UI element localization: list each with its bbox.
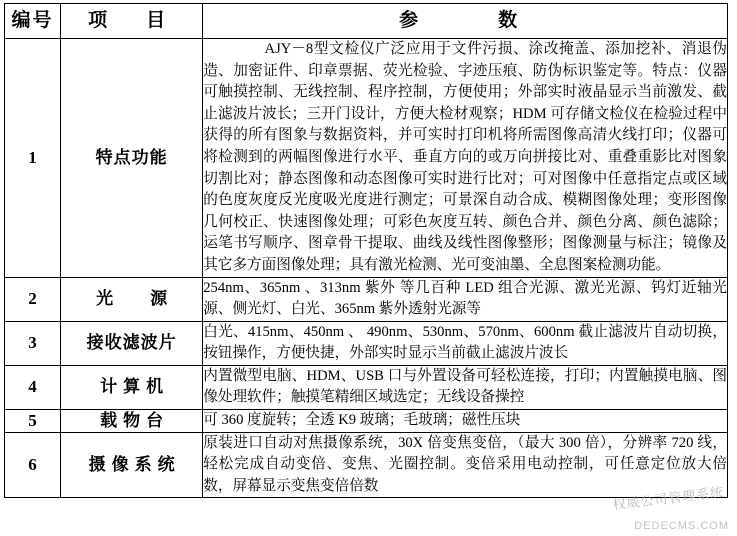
table-row (5, 409, 728, 432)
table-row (5, 39, 728, 278)
row-number: 3 (5, 321, 61, 365)
row-item: 载物台 (61, 409, 203, 432)
row-number: 2 (5, 277, 61, 321)
row-item: 光 源 (61, 277, 203, 321)
table-row (5, 321, 728, 365)
row-number: 5 (5, 409, 61, 432)
specification-table (4, 3, 728, 498)
row-item: 接收滤波片 (61, 321, 203, 365)
header-item: 项 目 (61, 4, 203, 39)
row-param: 254nm、365nm 、313nm 紫外 等几百种 LED 组合光源、激光光源、钨灯近轴光源、侧光灯、白光、365nm 紫外透射光源等 (203, 277, 728, 321)
row-number: 1 (5, 39, 61, 278)
row-param: AJY－8型文检仪广泛应用于文件污损、涂改掩盖、添加挖补、消退伪造、加密证件、印章票据、荧光检验、字迹压痕、防伪标识鉴定等。特点：仪器可触摸控制、无线控制、程序控制，方便使用；外部实时液晶显示当前激发、截止滤波片波长；三开门设计，方便大检材观察；HDM 可存储文检仪在检验过程中获得的所有图象与数据资料，并可实时打印机将所需图像高清火线打印；仪器可将检测到的两幅图像进行水平、垂直方向的或万向拼接比对、重叠重影比对图象切割比对；静态图像和动态图像可实时进行比对；可对图像中任意指定点或区域的色度灰度反光度吸光度进行测定；可景深自动合成、模糊图像处理；变形图像几何校正、快速图像处理；可彩色灰度互转、颜色合并、颜色分离、颜色滤除；运笔书写顺序、图章骨干提取、曲线及线性图像整形；图像测量与标注；镜像及其它多方面图像处理；具有激光检测、光可变油墨、全息图案检测功能。 (203, 39, 728, 278)
watermark-site-name: 权威公司管理系统 (611, 484, 725, 513)
spec-table-container (4, 3, 728, 498)
table-row (5, 277, 728, 321)
header-param: 参 数 (203, 4, 728, 39)
header-no: 编号 (5, 4, 61, 39)
table-row (5, 365, 728, 409)
row-item: 计算机 (61, 365, 203, 409)
row-param: 白光、415nm、450nm 、 490nm、530nm、570nm、600nm 截止滤波片自动切换，按钮操作，方便快捷，外部实时显示当前截止滤波片波长 (203, 321, 728, 365)
row-item: 摄像系统 (61, 432, 203, 498)
table-header-row (5, 4, 728, 39)
row-param: 内置微型电脑、HDM、USB 口与外置设备可轻松连接，打印；内置触摸电脑、图像处理软件；触摸笔精细区域选定；无线设备操控 (203, 365, 728, 409)
table-row (5, 432, 728, 498)
row-item: 特点功能 (61, 39, 203, 278)
row-param: 可 360 度旋转；全透 K9 玻璃；毛玻璃；磁性压块 (203, 409, 728, 432)
watermark-domain: DEDECMS.COM (634, 520, 729, 532)
row-number: 6 (5, 432, 61, 498)
row-param: 原装进口自动对焦摄像系统，30X 倍变焦变倍，（最大 300 倍），分辨率 720 线，轻松完成自动变倍、变焦、光圈控制。变倍采用电动控制，可任意定位放大倍数，屏幕显示变焦变倍倍数 (203, 432, 728, 498)
row-number: 4 (5, 365, 61, 409)
